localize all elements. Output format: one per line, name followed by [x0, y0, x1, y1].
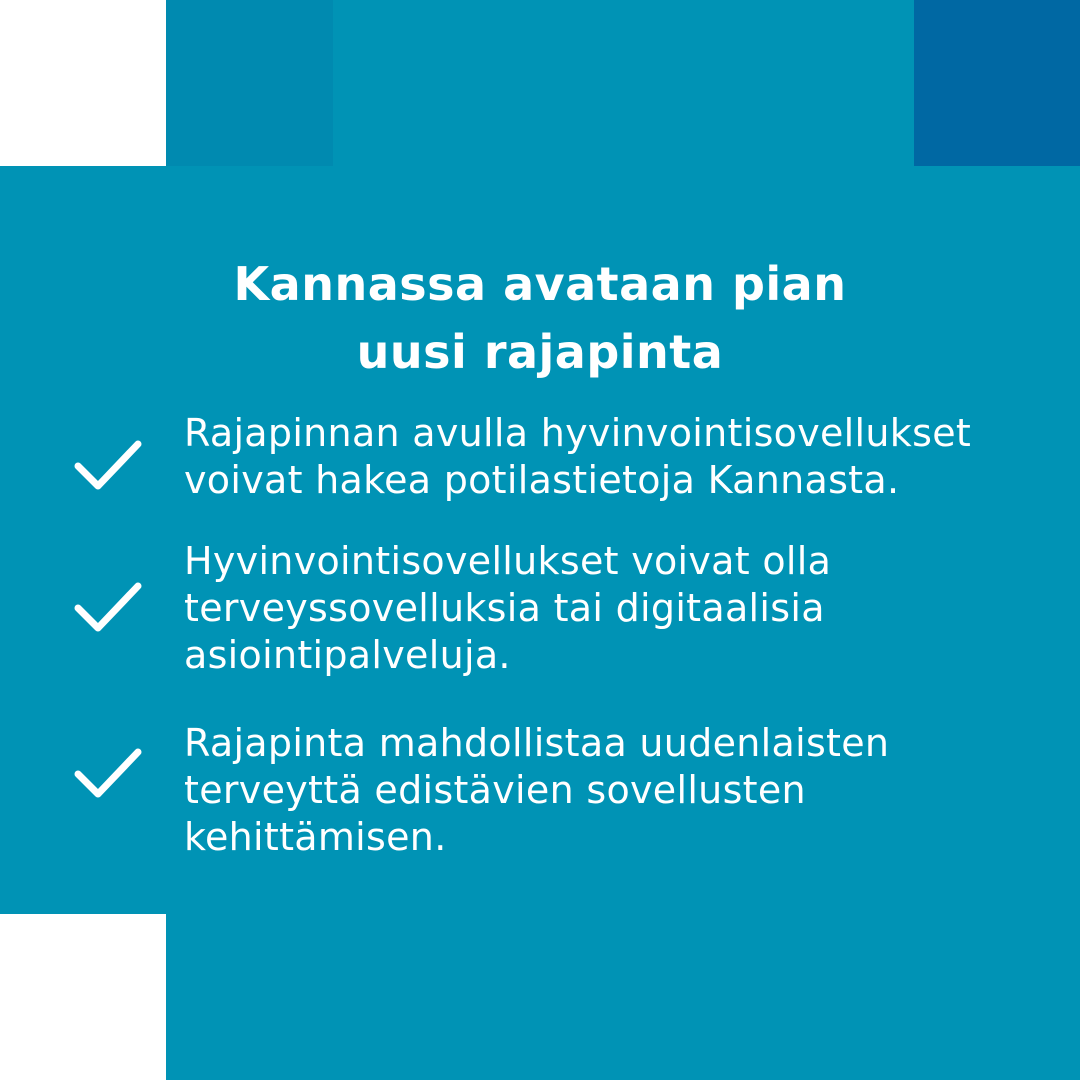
- list-item-line: Rajapinnan avulla hyvinvointisovellukset: [184, 411, 972, 455]
- corner-block-blue-top: [914, 0, 1080, 166]
- list-item-line: voivat hakea potilastietoja Kannasta.: [184, 458, 900, 502]
- check-icon: [72, 436, 144, 496]
- headline-line-2: uusi rajapinta: [356, 325, 724, 379]
- list-item-line: Rajapinta mahdollistaa uudenlaisten: [184, 721, 890, 765]
- list-item-line: Hyvinvointisovellukset voivat olla: [184, 539, 832, 583]
- check-icon: [72, 744, 144, 804]
- list-item-text: [184, 538, 1064, 679]
- corner-block-white-top: [0, 0, 166, 166]
- list-item-text: [184, 410, 1064, 504]
- list-item-line: asiointipalveluja.: [184, 633, 511, 677]
- headline: [0, 250, 1080, 386]
- check-icon: [72, 578, 144, 638]
- corner-block-white-bottom: [0, 914, 166, 1080]
- list-item-text: [184, 720, 1064, 861]
- list-item-line: terveyttä edistävien sovellusten: [184, 768, 806, 812]
- list-item-line: kehittämisen.: [184, 815, 447, 859]
- list-item-line: terveyssovelluksia tai digitaalisia: [184, 586, 825, 630]
- corner-block-teal-top: [166, 0, 333, 166]
- headline-line-1: Kannassa avataan pian: [233, 257, 847, 311]
